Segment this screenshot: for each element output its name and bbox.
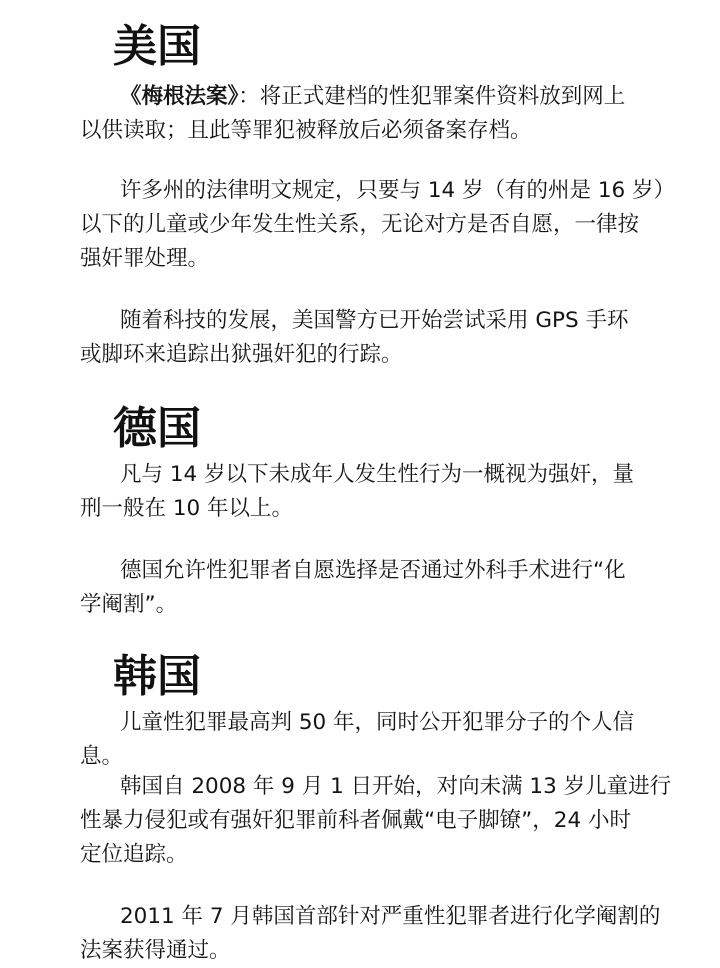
- section-heading-germany: 德国: [113, 403, 201, 454]
- paragraph-line: [80, 80, 660, 114]
- paragraph-line: 法案获得通过。: [80, 938, 231, 963]
- paragraph-line: 性暴力侵犯或有强奸犯罪前科者佩戴“电子脚镣”，24 小时: [80, 808, 631, 833]
- paragraph-line: 强奸罪处理。: [80, 246, 210, 271]
- section-heading-usa: 美国: [113, 21, 201, 72]
- paragraph-germany-age: [80, 458, 660, 526]
- paragraph-line: 儿童性犯罪最高判 50 年，同时公开犯罪分子的个人信: [120, 710, 635, 735]
- paragraph-line: 息。: [80, 744, 124, 769]
- paragraph-line: 凡与 14 岁以下未成年人发生性行为一概视为强奸，量: [120, 462, 635, 487]
- paragraph-line: 2011 年 7 月韩国首部针对严重性犯罪者进行化学阉割的: [120, 904, 661, 929]
- paragraph-korea-sentence: [80, 706, 660, 774]
- paragraph-korea-chemical-castration: [80, 900, 660, 968]
- paragraph-line: 德国允许性犯罪者自愿选择是否通过外科手术进行“化: [120, 558, 626, 583]
- paragraph-line: 随着科技的发展，美国警方已开始尝试采用 GPS 手环: [120, 308, 629, 333]
- paragraph-line: 刑一般在 10 年以上。: [80, 496, 294, 521]
- paragraph-line: 或脚环来追踪出狱强奸犯的行踪。: [80, 342, 403, 367]
- paragraph-line: 许多州的法律明文规定，只要与 14 岁（有的州是 16 岁）: [120, 178, 676, 203]
- paragraph-text: ：将正式建档的性犯罪案件资料放到网上: [238, 84, 626, 109]
- paragraph-germany-castration: [80, 554, 660, 622]
- paragraph-gps-tracking: [80, 304, 660, 372]
- paragraph-line: 以下的儿童或少年发生性关系，无论对方是否自愿，一律按: [80, 212, 640, 237]
- paragraph-line: 定位追踪。: [80, 842, 188, 867]
- section-heading-korea: 韩国: [113, 651, 201, 702]
- paragraph-megans-law: [80, 80, 660, 148]
- law-title: 《梅根法案》: [120, 84, 239, 109]
- paragraph-line: 以供读取；且此等罪犯被释放后必须备案存档。: [80, 118, 532, 143]
- paragraph-statutory-rape: [80, 174, 676, 276]
- paragraph-line: 韩国自 2008 年 9 月 1 日开始，对向未满 13 岁儿童进行: [120, 774, 672, 799]
- paragraph-korea-ankle-monitor: [80, 770, 672, 872]
- paragraph-line: 学阉割”。: [80, 592, 178, 617]
